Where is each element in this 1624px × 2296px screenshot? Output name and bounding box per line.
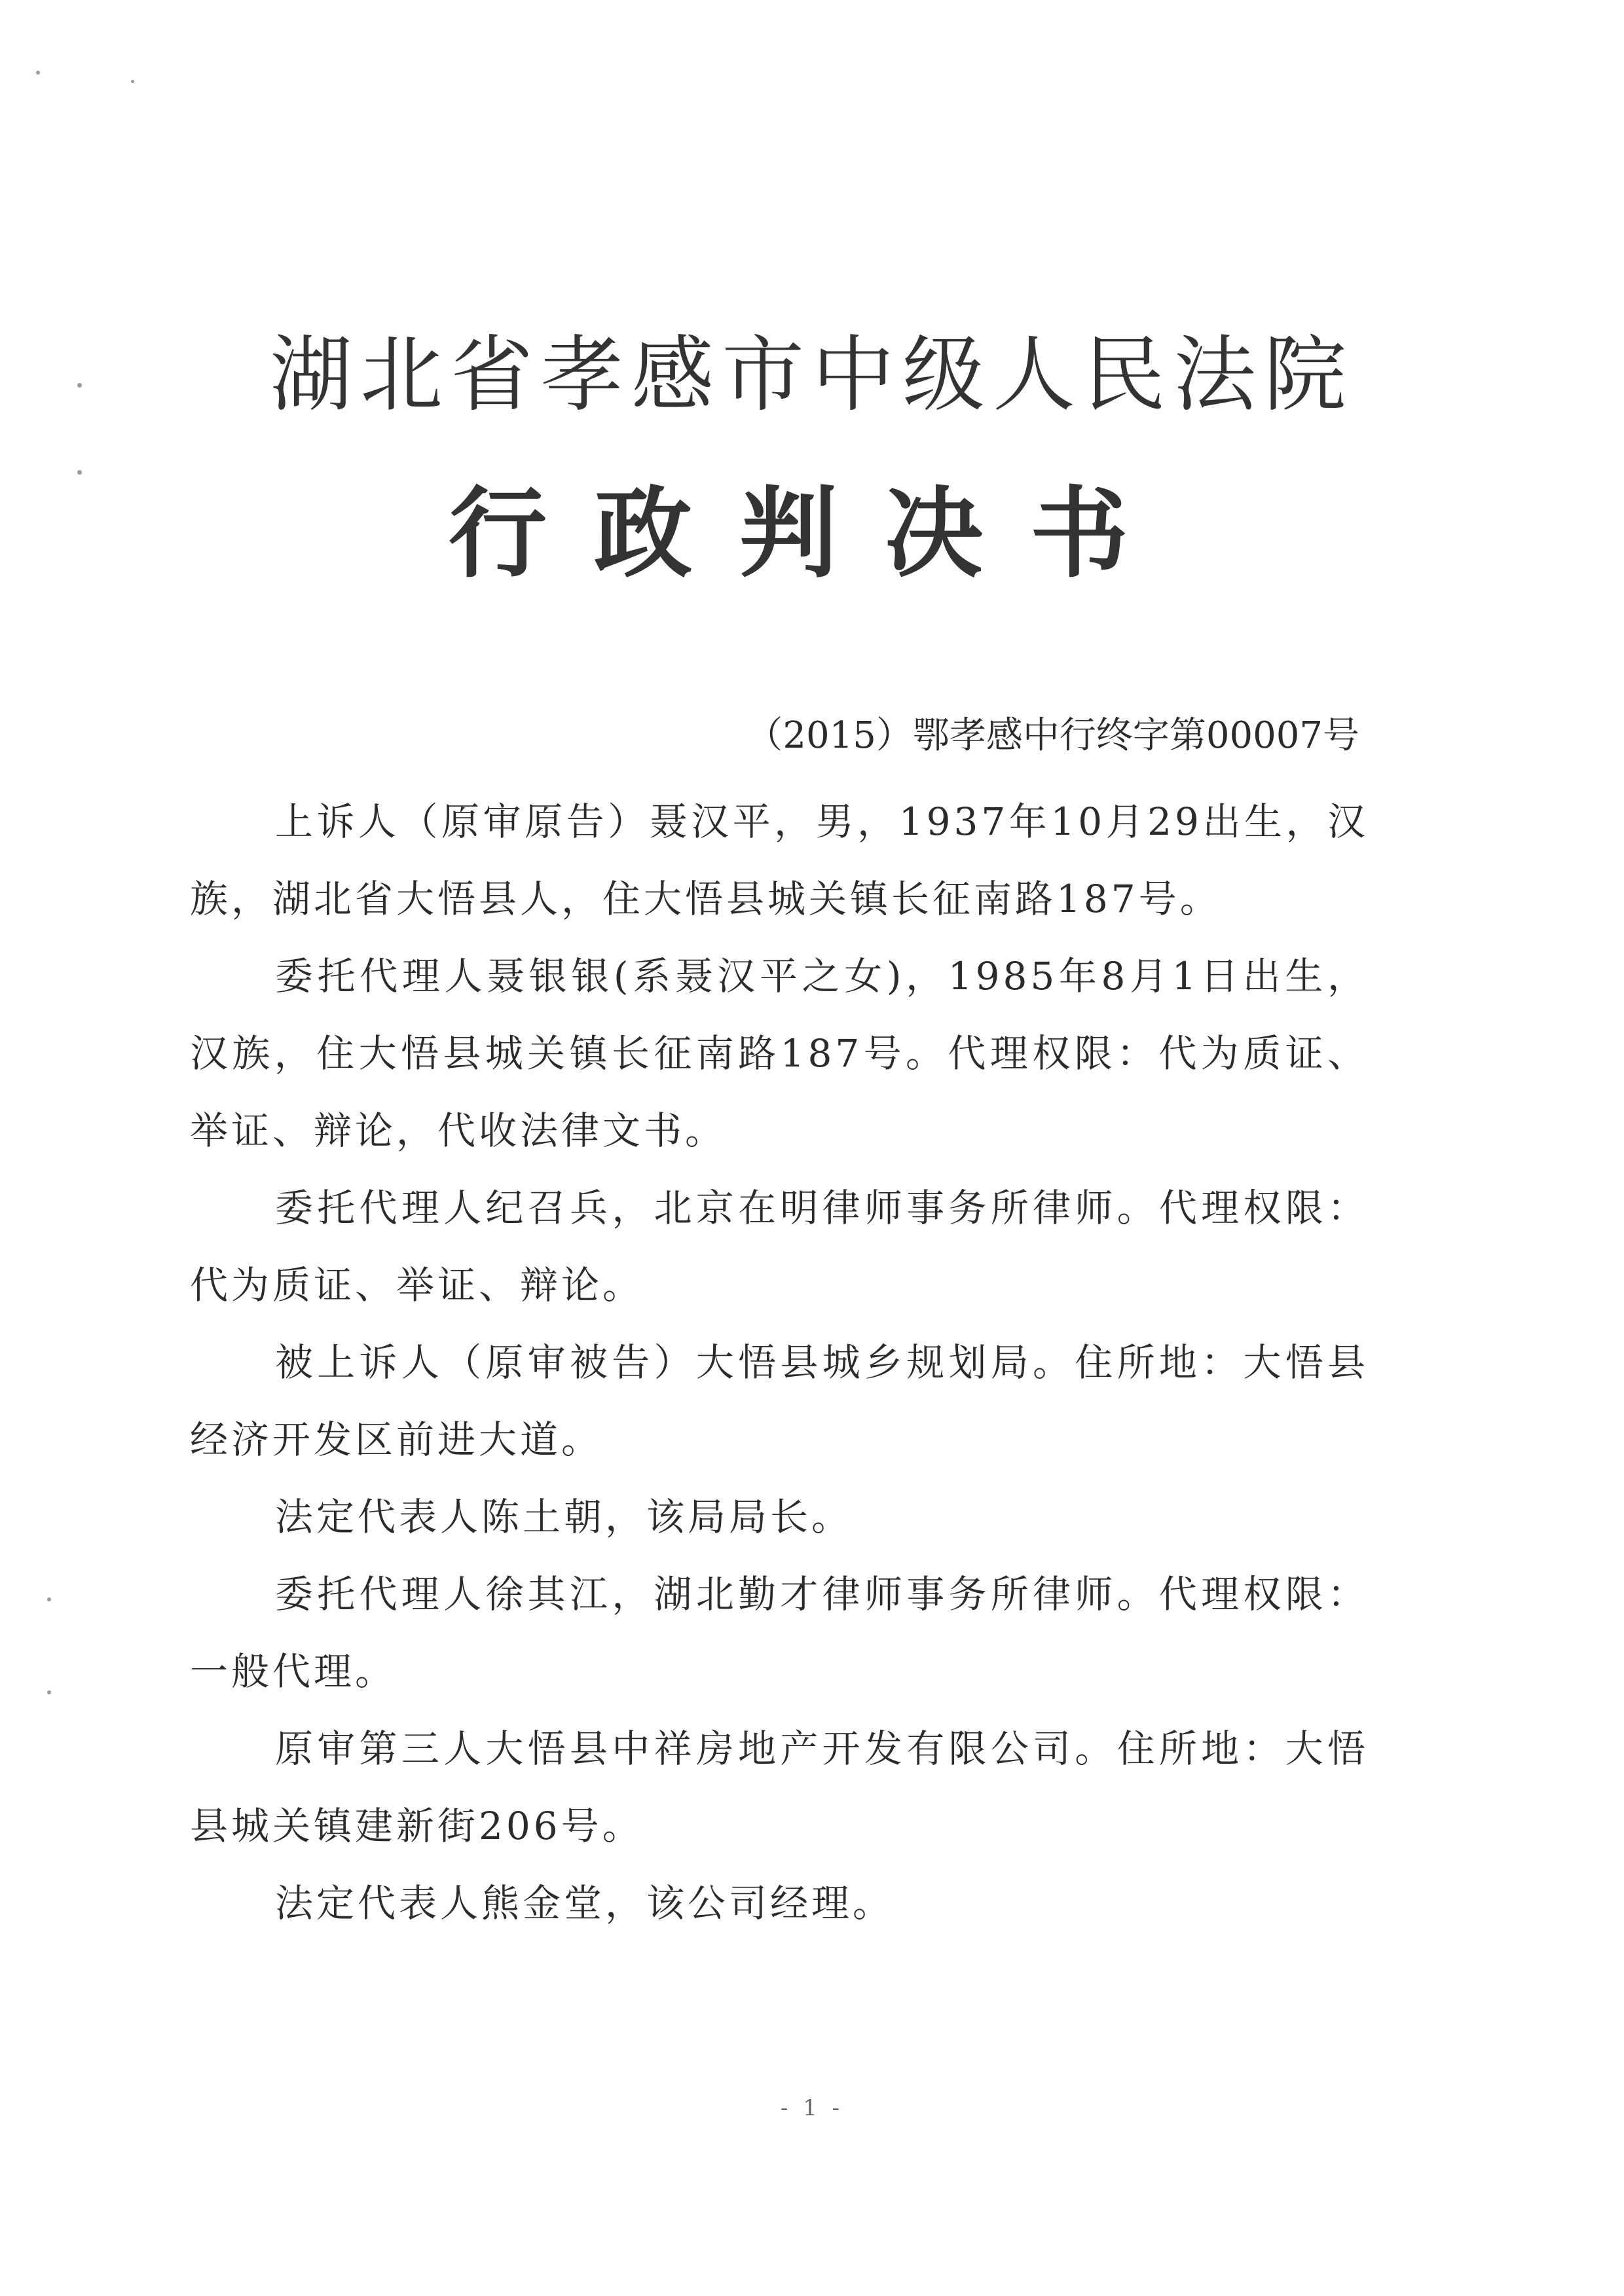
document-type-title: 行政判决书 — [448, 476, 1175, 591]
appellee-legal-representative-paragraph: 法定代表人陈土朝，该局局长。 — [275, 1495, 853, 1539]
party-information — [190, 783, 1369, 1942]
appellee-agent-paragraph: 委托代理人徐其江，湖北勤才律师事务所律师。代理权限：一般代理。 — [190, 1572, 1369, 1694]
appellant-agent-1-paragraph: 委托代理人聂银银(系聂汉平之女)，1985年8月1日出生，汉族，住大悟县城关镇长征南路187号。代理权限：代为质证、举证、辩论，代收法律文书。 — [190, 954, 1369, 1153]
third-party-paragraph: 原审第三人大悟县中祥房地产开发有限公司。住所地：大悟县城关镇建新街206号。 — [190, 1726, 1369, 1848]
third-party-legal-representative-paragraph: 法定代表人熊金堂，该公司经理。 — [275, 1881, 895, 1925]
scan-speck — [131, 80, 134, 83]
court-name: 湖北省孝感市中级人民法院 — [270, 327, 1354, 423]
case-number: （2015）鄂孝感中行终字第00007号 — [746, 714, 1359, 757]
page-number: - 1 - — [780, 2095, 844, 2121]
scan-speck — [77, 470, 82, 475]
scan-speck — [47, 1597, 51, 1601]
scan-speck — [47, 1690, 51, 1694]
scan-speck — [36, 71, 40, 75]
appellant-agent-2-paragraph: 委托代理人纪召兵，北京在明律师事务所律师。代理权限：代为质证、举证、辩论。 — [190, 1186, 1369, 1307]
appellant-paragraph: 上诉人（原审原告）聂汉平，男，1937年10月29出生，汉族，湖北省大悟县人，住大悟县城关镇长征南路187号。 — [190, 799, 1369, 921]
appellee-paragraph: 被上诉人（原审被告）大悟县城乡规划局。住所地：大悟县经济开发区前进大道。 — [190, 1340, 1369, 1462]
